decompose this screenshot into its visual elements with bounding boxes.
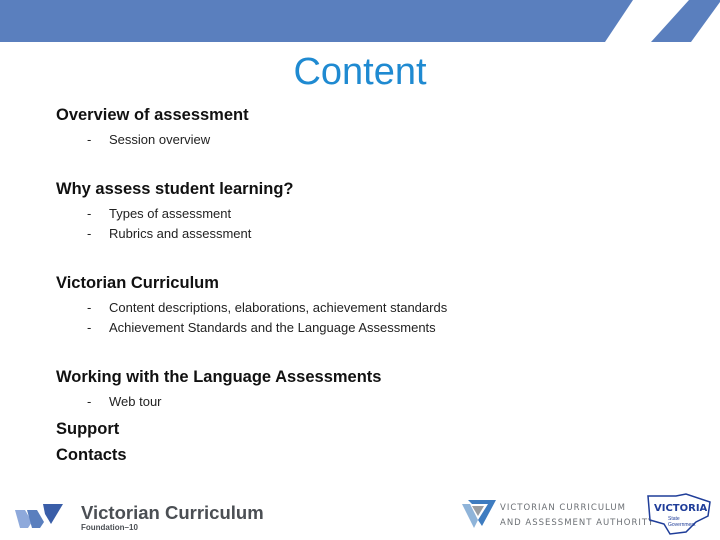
vcaa-logo-line2: AND ASSESSMENT AUTHORITY	[500, 518, 655, 528]
list-item-text: Content descriptions, elaborations, achievement standards	[109, 300, 448, 315]
section-why-assess	[56, 178, 656, 244]
vcaa-logo	[462, 494, 655, 534]
spacer	[56, 150, 656, 178]
list-item	[56, 392, 656, 412]
vcaa-logo-line1: VICTORIAN CURRICULUM	[500, 503, 626, 513]
section-heading: Overview of assessment	[56, 106, 249, 124]
content-list	[56, 104, 656, 466]
section-heading: Contacts	[56, 446, 127, 464]
section-heading: Support	[56, 420, 120, 438]
vc-logo-subtitle: Foundation–10	[81, 523, 138, 532]
spacer	[56, 244, 656, 272]
dash-marker: -	[87, 132, 92, 147]
slide-title-text: Content	[293, 51, 427, 93]
dash-marker: -	[87, 394, 92, 409]
section-heading: Victorian Curriculum	[56, 274, 219, 292]
victorian-curriculum-logo	[15, 494, 264, 534]
section-contacts	[56, 444, 656, 466]
list-item-text: Rubrics and assessment	[109, 226, 252, 241]
list-item-text: Types of assessment	[109, 206, 232, 221]
section-items	[56, 298, 656, 338]
list-item	[56, 318, 656, 338]
list-item	[56, 224, 656, 244]
vcaa-check-logo-icon	[462, 500, 496, 530]
vc-logo-name: Victorian Curriculum	[81, 502, 264, 523]
victoria-map-logo-icon	[646, 492, 712, 536]
dash-marker: -	[87, 320, 92, 335]
dash-marker: -	[87, 226, 92, 241]
list-item-text: Session overview	[109, 132, 211, 147]
slide-title	[0, 50, 720, 94]
section-heading: Working with the Language Assessments	[56, 368, 382, 386]
section-items	[56, 130, 656, 150]
spacer	[56, 338, 656, 366]
list-item	[56, 130, 656, 150]
vc-chevron-logo-icon	[15, 504, 63, 528]
section-language-assessments	[56, 366, 656, 412]
header-band-main	[0, 0, 633, 42]
victoria-logo-word: VICTORIA	[654, 503, 708, 514]
list-item	[56, 298, 656, 318]
victoria-logo-sub1: State	[668, 516, 680, 522]
victoria-state-government-logo	[646, 492, 712, 536]
section-heading: Why assess student learning?	[56, 180, 294, 198]
section-items	[56, 204, 656, 244]
header-band	[0, 0, 720, 42]
section-items	[56, 392, 656, 412]
footer	[0, 488, 720, 540]
list-item	[56, 204, 656, 224]
dash-marker: -	[87, 206, 92, 221]
section-overview	[56, 104, 656, 150]
list-item-text: Achievement Standards and the Language Assessments	[109, 320, 436, 335]
section-victorian-curriculum	[56, 272, 656, 338]
list-item-text: Web tour	[109, 394, 162, 409]
header-band-stripe	[651, 0, 720, 42]
section-support	[56, 418, 656, 440]
dash-marker: -	[87, 300, 92, 315]
victoria-logo-sub2: Government	[668, 522, 696, 528]
